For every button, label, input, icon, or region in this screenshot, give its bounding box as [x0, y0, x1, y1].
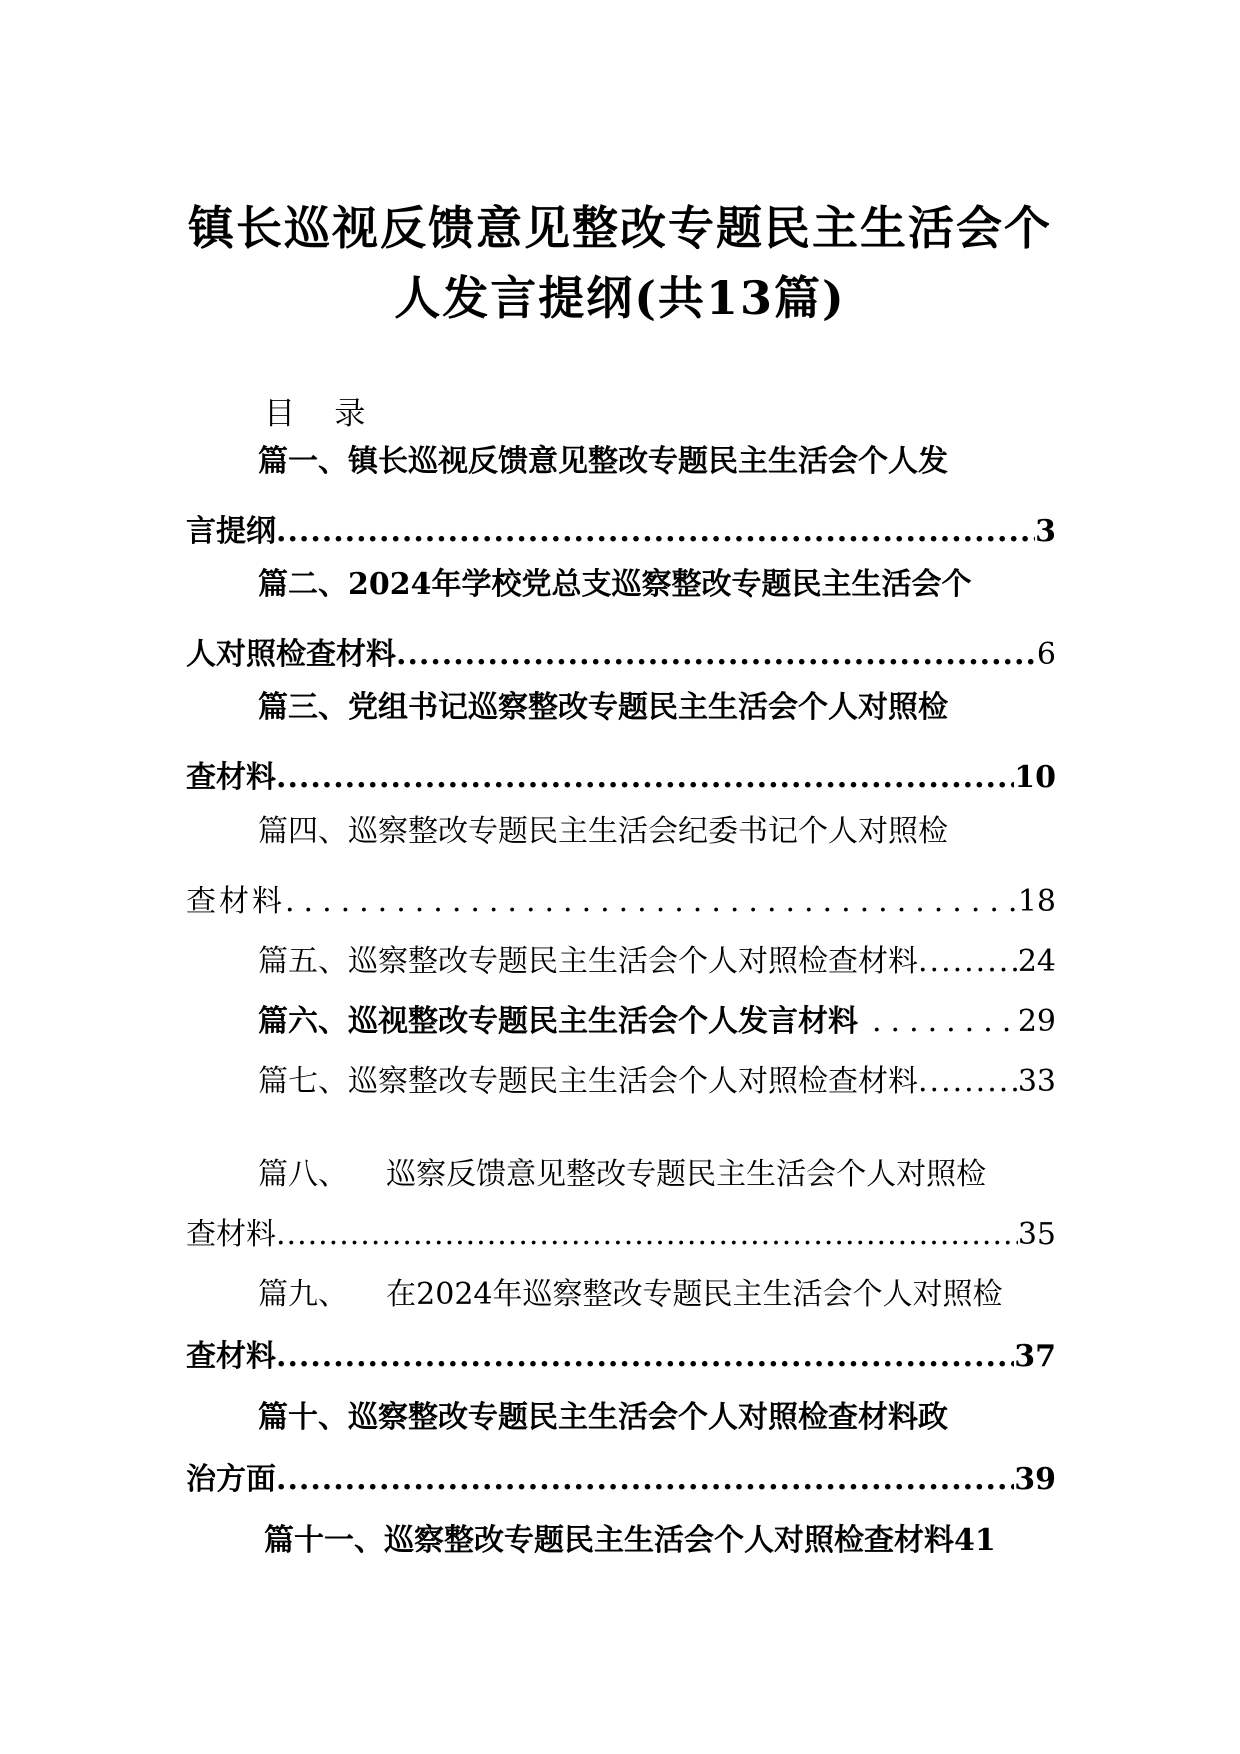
toc-entry-11-page: 41 — [954, 1523, 996, 1558]
toc-entry-4-text: 查材料 — [186, 884, 285, 919]
toc-entry-8-text: 查材料 — [186, 1217, 276, 1252]
toc-entry-10-leader — [276, 1460, 1014, 1500]
toc-entry-11-text: 篇十一、巡察整改专题民主生活会个人对照检查材料 — [264, 1523, 954, 1558]
toc-entry-1-line-1[interactable]: 篇一、镇长巡视反馈意见整改专题民主生活会个人发 — [258, 444, 948, 479]
toc-entry-5-leader — [918, 942, 1018, 982]
toc-entry-7-leader — [918, 1062, 1018, 1102]
document-title-line-1: 镇长巡视反馈意见整改专题民主生活会个 — [188, 201, 1052, 255]
toc-entry-8-line-1[interactable]: 篇八、 巡察反馈意见整改专题民主生活会个人对照检 — [258, 1157, 987, 1192]
toc-entry-3-text: 查材料 — [186, 760, 276, 795]
toc-entry-9-line-2[interactable] — [186, 1337, 1056, 1377]
toc-entry-2-page: 6 — [1036, 637, 1056, 672]
toc-entry-10-line-2[interactable] — [186, 1460, 1056, 1500]
toc-entry-1-leader — [276, 512, 1035, 552]
toc-entry-10-line-1[interactable]: 篇十、巡察整改专题民主生活会个人对照检查材料政 — [258, 1400, 948, 1435]
toc-entry-7-page: 33 — [1017, 1064, 1056, 1099]
toc-entry-7-text: 篇七、巡察整改专题民主生活会个人对照检查材料 — [258, 1064, 918, 1099]
toc-entry-6-page: 29 — [1017, 1004, 1056, 1039]
toc-entry-5-text: 篇五、巡察整改专题民主生活会个人对照检查材料 — [258, 944, 918, 979]
toc-entry-5-page: 24 — [1017, 944, 1056, 979]
toc-entry-4-line-1[interactable]: 篇四、巡察整改专题民主生活会纪委书记个人对照检 — [258, 814, 948, 849]
toc-entry-10-text: 治方面 — [186, 1462, 276, 1497]
toc-entry-9-text: 查材料 — [186, 1339, 276, 1374]
toc-entry-10-page: 39 — [1014, 1462, 1056, 1497]
toc-entry-3-line-2[interactable] — [186, 758, 1056, 798]
toc-entry-6[interactable] — [258, 1002, 1056, 1042]
toc-entry-4-line-2[interactable] — [186, 882, 1056, 922]
toc-entry-5[interactable] — [258, 942, 1056, 982]
toc-entry-11[interactable] — [264, 1521, 1064, 1561]
toc-entry-9-line-1[interactable]: 篇九、 在2024年巡察整改专题民主生活会个人对照检 — [258, 1277, 1003, 1312]
toc-entry-8-leader — [276, 1215, 1018, 1255]
toc-entry-2-line-2[interactable] — [186, 635, 1056, 675]
toc-entry-2-line-1[interactable]: 篇二、2024年学校党总支巡察整改专题民主生活会个 — [258, 567, 972, 602]
toc-entry-4-page: 18 — [1017, 884, 1056, 919]
toc-entry-3-line-1[interactable]: 篇三、党组书记巡察整改专题民主生活会个人对照检 — [258, 690, 948, 725]
toc-entry-9-page: 37 — [1014, 1339, 1056, 1374]
toc-entry-6-leader — [872, 1002, 1018, 1042]
toc-entry-9-leader — [276, 1337, 1014, 1377]
toc-entry-8-page: 35 — [1017, 1217, 1056, 1252]
toc-entry-7[interactable] — [258, 1062, 1056, 1102]
toc-entry-2-text: 人对照检查材料 — [186, 637, 396, 672]
toc-entry-2-leader — [396, 635, 1037, 675]
document-title-line-2: 人发言提纲(共13篇) — [394, 271, 846, 325]
toc-entry-8-line-2[interactable] — [186, 1215, 1056, 1255]
toc-entry-3-page: 10 — [1014, 760, 1056, 795]
toc-entry-6-text: 篇六、巡视整改专题民主生活会个人发言材料 — [258, 1004, 858, 1039]
toc-entry-3-leader — [276, 758, 1014, 798]
toc-heading: 目 录 — [264, 396, 366, 432]
toc-entry-1-text: 言提纲 — [186, 514, 276, 549]
toc-entry-1-line-2[interactable] — [186, 512, 1056, 552]
toc-entry-1-page: 3 — [1035, 514, 1056, 549]
toc-entry-4-leader — [285, 882, 1018, 922]
